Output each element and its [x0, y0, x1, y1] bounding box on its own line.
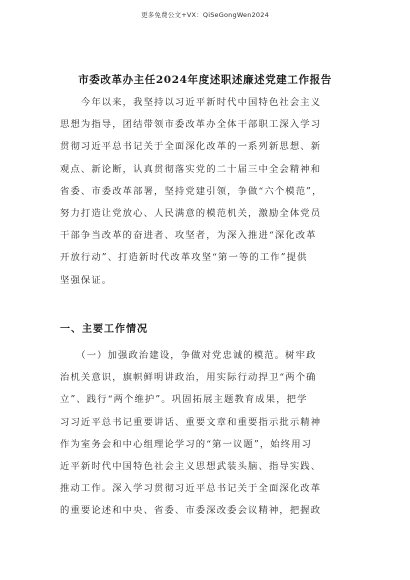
- paragraph-line: 的重要论述和中央、省委、市委深改委会议精神，把握政: [60, 505, 322, 517]
- paragraph-line: 习习近平总书记重要讲话、重要文章和重要指示批示精神: [60, 416, 322, 428]
- paragraph-line: 坚强保证。: [60, 274, 113, 286]
- paragraph-line: 思想为指导，团结带领市委改革办全体干部职工深入学习: [60, 119, 322, 131]
- paragraph-line: 努力打造让党放心、人民满意的模范机关，激励全体党员: [60, 207, 322, 219]
- paragraph-line: 开放行动”、打造新时代改革攻坚“第一等的工作”提供: [60, 252, 308, 264]
- paragraph-line: 今年以来，我坚持以习近平新时代中国特色社会主义: [60, 97, 322, 108]
- paragraph-line: 立”、践行“两个维护”。巩固拓展主题教育成果，把学: [60, 394, 308, 406]
- paragraph-line: 近平新时代中国特色社会主义思想武装头脑、指导实践、: [60, 460, 322, 472]
- paragraph-line: 贯彻习近平总书记关于全面深化改革的一系列新思想、新: [60, 141, 322, 153]
- paragraph-line: 省委、市委改革部署，坚持党建引领，争做“六个模范”，: [60, 185, 323, 197]
- section-heading: 一、主要工作情况: [60, 324, 148, 335]
- section-paragraph: [60, 345, 360, 523]
- document-title: 市委改革办主任2024年度述职述廉述党建工作报告: [78, 74, 332, 86]
- paragraph-line: 治机关意识，旗帜鲜明讲政治，用实际行动捍卫“两个确: [60, 372, 317, 384]
- paragraph-line: 作为室务会和中心组理论学习的“第一议题”，始终用习: [60, 438, 313, 450]
- header-note: 更多免费公文+VX：QiSeGongWen2024: [141, 11, 269, 19]
- paragraph-line: （一）加强政治建设，争做对党忠诚的模范。树牢政: [60, 350, 317, 361]
- paragraph-line: 干部争当改革的奋进者、攻坚者，为深入推进“深化改革: [60, 230, 317, 242]
- intro-paragraph: [60, 92, 360, 292]
- paragraph-line: 推动工作。深入学习贯彻习近平总书记关于全面深化改革: [60, 483, 322, 495]
- paragraph-line: 观点、新论断，认真贯彻落实党的二十届三中全会精神和: [60, 163, 322, 175]
